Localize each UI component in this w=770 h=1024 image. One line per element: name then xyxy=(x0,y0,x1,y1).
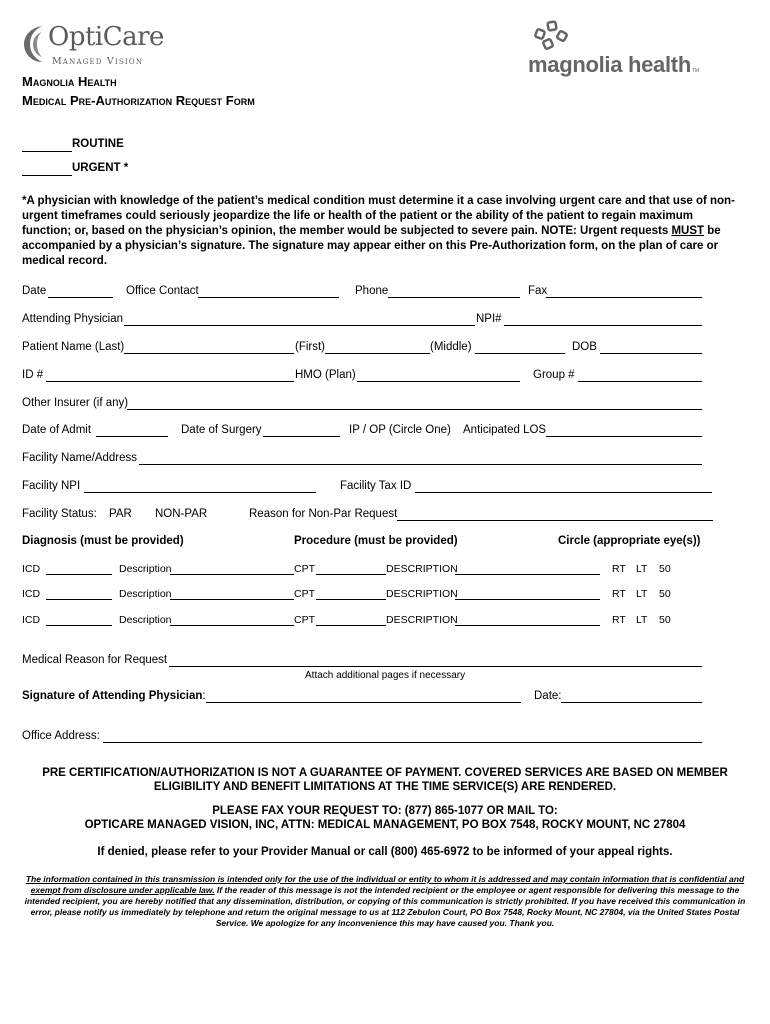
description-label: Description xyxy=(119,588,172,600)
icd-label: ICD xyxy=(22,588,41,600)
procedure-description-label: DESCRIPTION xyxy=(386,563,458,575)
phone-label: Phone xyxy=(355,285,389,297)
notice-text-after: be accompanied by a physician’s signature. The signature may appear either on this Pre-Authorization form, on the plan of care or medical record. xyxy=(22,225,721,267)
signature-label-group xyxy=(22,690,206,702)
date-label: Date xyxy=(22,285,47,297)
cpt-label: CPT xyxy=(294,563,315,575)
date-admit-field[interactable] xyxy=(96,436,168,437)
confidentiality-rest: If the reader of this message is not the intended recipient or the employee or agent responsible for delivering this message to the intended recipient, you are hereby notified that any dissemination, distribution, or copying of this communication is strictly prohibited. If you have received this communication in error, please notify us immediately by telephone and return the original message to us at 112 Zebulon Court, PO Box 7548, Rocky Mount, NC 27804, via the United States Postal Service. We apologize for any inconvenience this may have caused you. Thank you. xyxy=(24,885,746,928)
facility-npi-field[interactable] xyxy=(84,492,316,493)
notice-text-before: *A physician with knowledge of the patient’s medical condition must determine it a case involving urgent care and that use of non-urgent timeframes could seriously jeopardize the life or health of the patient or the ability of the patient to regain maximum function; or, based on the physician’s opinion, the member would be subjected to severe pain. NOTE: Urgent requests xyxy=(22,195,735,237)
opticare-swirl-icon xyxy=(22,24,46,64)
urgent-notice xyxy=(22,194,742,269)
confidentiality-underlined: The information contained in this transmission is intended only for the use of the individual or entity to whom it is addressed and may contain information that is confidential and exempt from disclosure under applicable law. xyxy=(25,874,745,895)
description-field[interactable] xyxy=(170,599,294,600)
routine-blank[interactable] xyxy=(22,151,72,152)
magnolia-flower-icon xyxy=(532,20,572,54)
lt-option[interactable]: LT xyxy=(636,614,648,626)
dob-field[interactable] xyxy=(600,353,702,354)
signature-label: Signature of Attending Physician xyxy=(22,690,203,702)
magnolia-logo xyxy=(520,20,700,82)
date-admit-label: Date of Admit xyxy=(22,424,92,436)
cpt-label: CPT xyxy=(294,614,315,626)
opticare-subtitle: Managed Vision xyxy=(52,56,144,67)
payment-disclaimer: PRE CERTIFICATION/AUTHORIZATION IS NOT A GUARANTEE OF PAYMENT. COVERED SERVICES ARE BASED ON MEMBER ELIGIBILITY AND BENEFIT LIMITATIONS AT THE TIME SERVICE(S) ARE RENDERED. xyxy=(42,767,728,793)
fax-instructions-line-2: OPTICARE MANAGED VISION, INC, ATTN: MEDICAL MANAGEMENT, PO BOX 7548, ROCKY MOUNT, NC 27804 xyxy=(84,819,686,831)
facility-tax-field[interactable] xyxy=(415,492,712,493)
header-line-2: Medical Pre-Authorization Request Form xyxy=(22,93,255,108)
npi-field[interactable] xyxy=(504,325,702,326)
procedure-description-field[interactable] xyxy=(455,574,600,575)
description-label: Description xyxy=(119,614,172,626)
description-field[interactable] xyxy=(170,574,294,575)
other-insurer-label: Other Insurer (if any) xyxy=(22,397,129,409)
ip-op-label[interactable]: IP / OP (Circle One) xyxy=(349,424,451,436)
icd-field[interactable] xyxy=(46,574,112,575)
magnolia-tm: TM xyxy=(692,68,700,74)
hmo-field[interactable] xyxy=(357,381,520,382)
fifty-option[interactable]: 50 xyxy=(659,614,671,626)
signature-date-label: Date: xyxy=(534,690,562,702)
medical-reason-label: Medical Reason for Request xyxy=(22,654,168,666)
magnolia-name: magnolia health xyxy=(528,52,691,77)
icd-label: ICD xyxy=(22,614,41,626)
phone-field[interactable] xyxy=(388,297,520,298)
appeal-rights-note: If denied, please refer to your Provider Manual or call (800) 465-6972 to be informed of your appeal rights. xyxy=(97,846,673,858)
anticipated-los-field[interactable] xyxy=(546,436,702,437)
office-contact-label: Office Contact xyxy=(126,285,199,297)
patient-last-label: Patient Name (Last) xyxy=(22,341,125,353)
facility-npi-label: Facility NPI xyxy=(22,480,81,492)
group-field[interactable] xyxy=(578,381,702,382)
lt-option[interactable]: LT xyxy=(636,563,648,575)
id-label: ID # xyxy=(22,369,44,381)
procedure-description-field[interactable] xyxy=(455,599,600,600)
attending-physician-label: Attending Physician xyxy=(22,313,124,325)
office-address-field[interactable] xyxy=(103,742,702,743)
rt-option[interactable]: RT xyxy=(612,588,626,600)
fax-field[interactable] xyxy=(546,297,702,298)
attending-physician-field[interactable] xyxy=(124,325,475,326)
facility-name-label: Facility Name/Address xyxy=(22,452,138,464)
circle-eye-header: Circle (appropriate eye(s)) xyxy=(558,535,701,547)
procedure-description-label: DESCRIPTION xyxy=(386,614,458,626)
rt-option[interactable]: RT xyxy=(612,614,626,626)
procedure-description-label: DESCRIPTION xyxy=(386,588,458,600)
signature-date-field[interactable] xyxy=(561,702,702,703)
signature-colon: : xyxy=(202,690,206,702)
lt-option[interactable]: LT xyxy=(636,588,648,600)
facility-name-field[interactable] xyxy=(139,464,702,465)
patient-last-field[interactable] xyxy=(124,353,294,354)
id-field[interactable] xyxy=(46,381,294,382)
non-par-option[interactable]: NON-PAR xyxy=(155,508,208,520)
diagnosis-header: Diagnosis (must be provided) xyxy=(22,535,184,547)
description-field[interactable] xyxy=(170,625,294,626)
npi-label: NPI# xyxy=(476,313,502,325)
fifty-option[interactable]: 50 xyxy=(659,563,671,575)
group-label: Group # xyxy=(533,369,575,381)
fax-label: Fax xyxy=(528,285,548,297)
attach-note: Attach additional pages if necessary xyxy=(305,670,466,681)
office-address-label: Office Address: xyxy=(22,730,100,742)
dob-label: DOB xyxy=(572,341,597,353)
icd-label: ICD xyxy=(22,563,41,575)
facility-status-label: Facility Status: xyxy=(22,508,97,520)
hmo-label: HMO (Plan) xyxy=(295,369,356,381)
facility-tax-label: Facility Tax ID xyxy=(340,480,412,492)
first-name-field[interactable] xyxy=(325,353,430,354)
other-insurer-field[interactable] xyxy=(127,409,702,410)
confidentiality-notice xyxy=(20,874,750,929)
cpt-field[interactable] xyxy=(316,574,386,575)
office-contact-field[interactable] xyxy=(198,297,339,298)
icd-field[interactable] xyxy=(46,625,112,626)
routine-label: ROUTINE xyxy=(72,138,124,150)
procedure-header: Procedure (must be provided) xyxy=(294,535,458,547)
par-option[interactable]: PAR xyxy=(109,508,132,520)
cpt-field[interactable] xyxy=(316,599,386,600)
medical-reason-field[interactable] xyxy=(169,666,702,667)
urgent-label: URGENT * xyxy=(72,162,129,174)
notice-must: MUST xyxy=(671,225,705,237)
urgent-blank[interactable] xyxy=(22,175,72,176)
date-surgery-field[interactable] xyxy=(263,436,340,437)
middle-name-label: (Middle) xyxy=(430,341,472,353)
opticare-name: OptiCare xyxy=(48,22,164,52)
signature-field[interactable] xyxy=(206,702,521,703)
date-field[interactable] xyxy=(48,297,113,298)
cpt-field[interactable] xyxy=(316,625,386,626)
reason-non-par-label: Reason for Non-Par Request xyxy=(249,508,398,520)
procedure-description-field[interactable] xyxy=(455,625,600,626)
opticare-logo xyxy=(22,22,172,72)
description-label: Description xyxy=(119,563,172,575)
rt-option[interactable]: RT xyxy=(612,563,626,575)
middle-name-field[interactable] xyxy=(475,353,565,354)
header-line-1: Magnolia Health xyxy=(22,74,117,89)
fifty-option[interactable]: 50 xyxy=(659,588,671,600)
fax-instructions-line-1: PLEASE FAX YOUR REQUEST TO: (877) 865-1077 OR MAIL TO: xyxy=(212,805,558,817)
anticipated-los-label: Anticipated LOS xyxy=(463,424,547,436)
reason-non-par-field[interactable] xyxy=(397,520,713,521)
date-surgery-label: Date of Surgery xyxy=(181,424,262,436)
cpt-label: CPT xyxy=(294,588,315,600)
icd-field[interactable] xyxy=(46,599,112,600)
first-name-label: (First) xyxy=(295,341,326,353)
